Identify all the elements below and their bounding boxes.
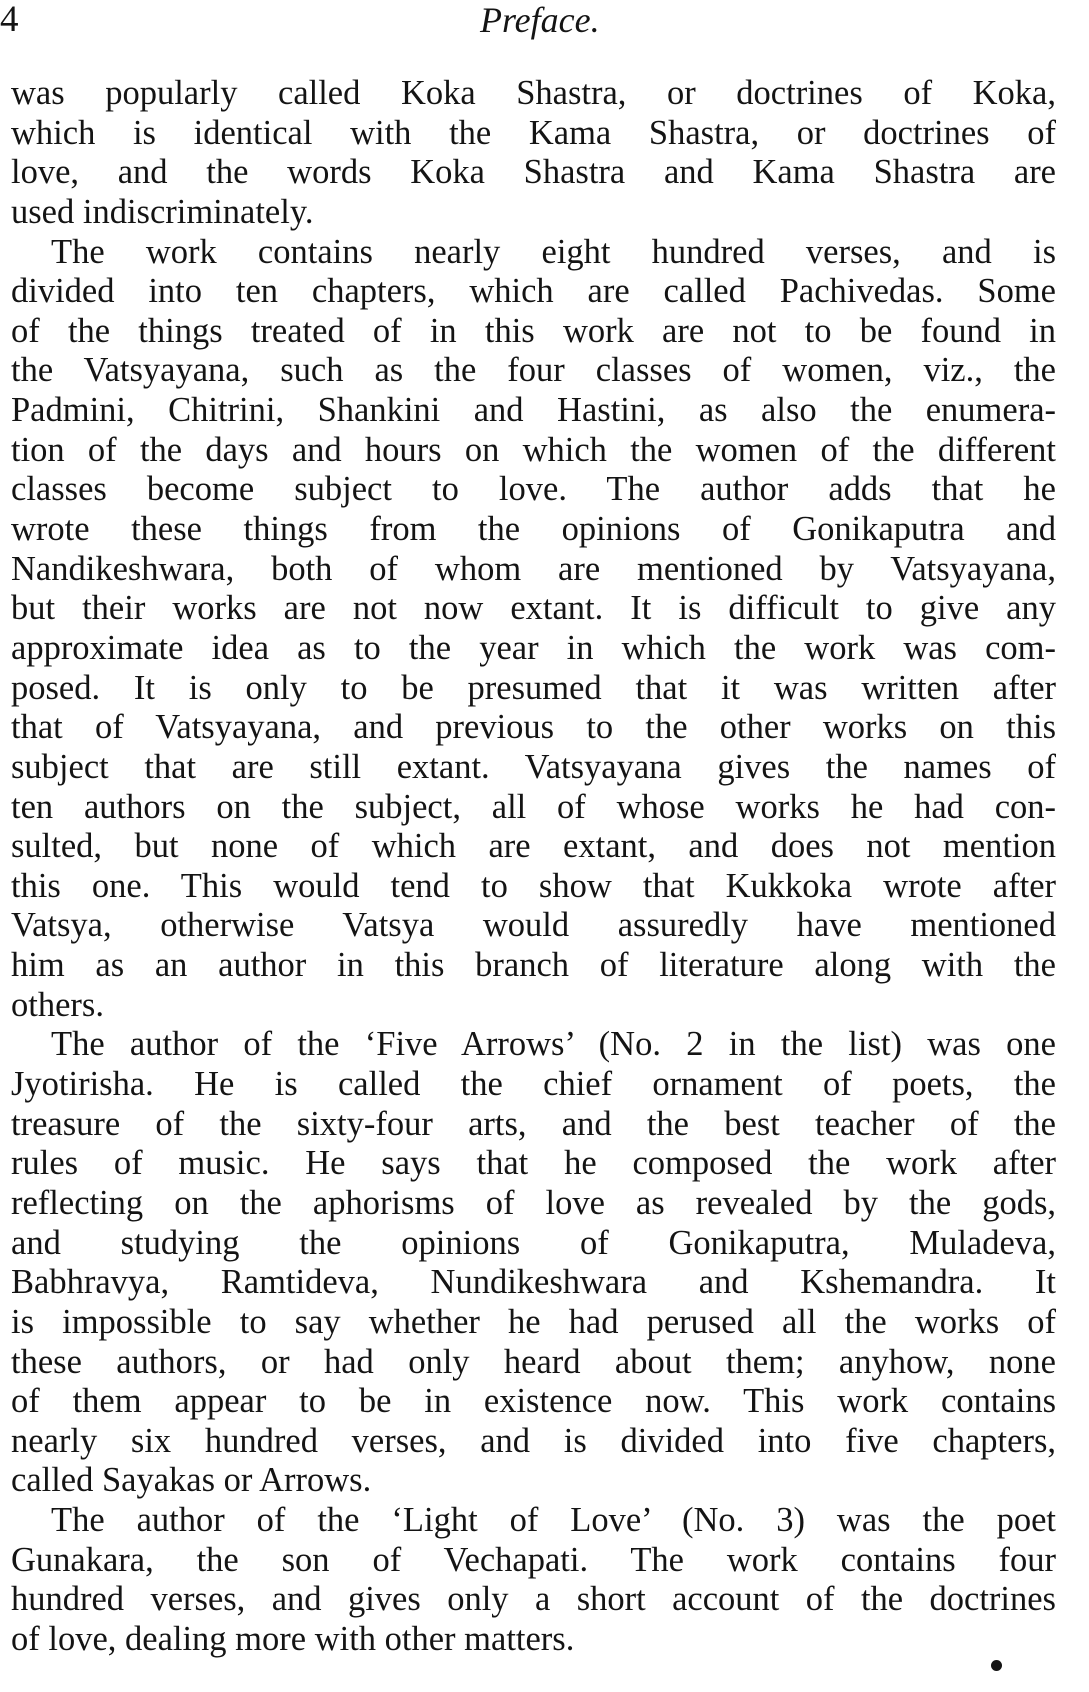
text-line: tion of the days and hours on which the women of the different [11,430,1056,469]
text-line: called Sayakas or Arrows. [11,1461,372,1500]
text-line: others. [11,985,104,1024]
text-line: but their works are not now extant. It is difficult to give any [11,589,1056,628]
body-text [11,74,1056,1660]
text-line: this one. This would tend to show that Kukkoka wrote after [11,866,1056,905]
text-line: Jyotirisha. He is called the chief ornament of poets, the [11,1065,1056,1104]
text-line: of the things treated of in this work are not to be found in [11,311,1056,350]
text-line: sulted, but none of which are extant, and does not mention [11,827,1056,866]
text-line: and studying the opinions of Gonikaputra, Muladeva, [11,1223,1056,1262]
text-line: him as an author in this branch of literature along with the [11,946,1056,985]
text-line: ten authors on the subject, all of whose works he had con- [11,787,1056,826]
text-line: hundred verses, and gives only a short account of the doctrines [11,1580,1056,1619]
text-line: treasure of the sixty-four arts, and the best teacher of the [11,1104,1056,1143]
paragraph-start-line: The author of the ‘Light of Love’ (No. 3) was the poet [51,1501,1056,1540]
text-line: Vatsya, otherwise Vatsya would assuredly have mentioned [11,906,1056,945]
text-line: of love, dealing more with other matters. [11,1619,575,1658]
text-line: posed. It is only to be presumed that it was written after [11,668,1056,707]
text-line: reflecting on the aphorisms of love as revealed by the gods, [11,1183,1056,1222]
text-line: wrote these things from the opinions of Gonikaputra and [11,510,1056,549]
paragraph-start-line: The work contains nearly eight hundred verses, and is [51,232,1056,271]
text-line: nearly six hundred verses, and is divided into five chapters, [11,1421,1056,1460]
text-line: love, and the words Koka Shastra and Kama Shastra are [11,153,1056,192]
running-head: Preface. [480,0,600,40]
text-line: which is identical with the Kama Shastra, or doctrines of [11,113,1056,152]
text-line: the Vatsyayana, such as the four classes of women, viz., the [11,351,1056,390]
text-line: divided into ten chapters, which are called Pachivedas. Some [11,272,1056,311]
text-line: is impossible to say whether he had perused all the works of [11,1302,1056,1341]
text-line: rules of music. He says that he composed the work after [11,1144,1056,1183]
page-number: 4 [0,0,19,40]
text-line: classes become subject to love. The author adds that he [11,470,1056,509]
text-line: Nandikeshwara, both of whom are mentioned by Vatsyayana, [11,549,1056,588]
text-line: these authors, or had only heard about them; anyhow, none [11,1342,1056,1381]
text-line: used indiscriminately. [11,192,314,231]
text-line: subject that are still extant. Vatsyayana gives the names of [11,747,1056,786]
text-line: of them appear to be in existence now. This work contains [11,1382,1056,1421]
paragraph-start-line: The author of the ‘Five Arrows’ (No. 2 in the list) was one [51,1025,1056,1064]
bullet-mark [991,1660,1002,1671]
text-line: was popularly called Koka Shastra, or doctrines of Koka, [11,74,1056,112]
text-line: approximate idea as to the year in which the work was com- [11,628,1056,667]
text-line: that of Vatsyayana, and previous to the other works on this [11,708,1056,747]
text-line: Gunakara, the son of Vechapati. The work contains four [11,1540,1056,1579]
text-line: Padmini, Chitrini, Shankini and Hastini, as also the enumera- [11,391,1056,430]
text-line: Babhravya, Ramtideva, Nundikeshwara and Kshemandra. It [11,1263,1056,1302]
